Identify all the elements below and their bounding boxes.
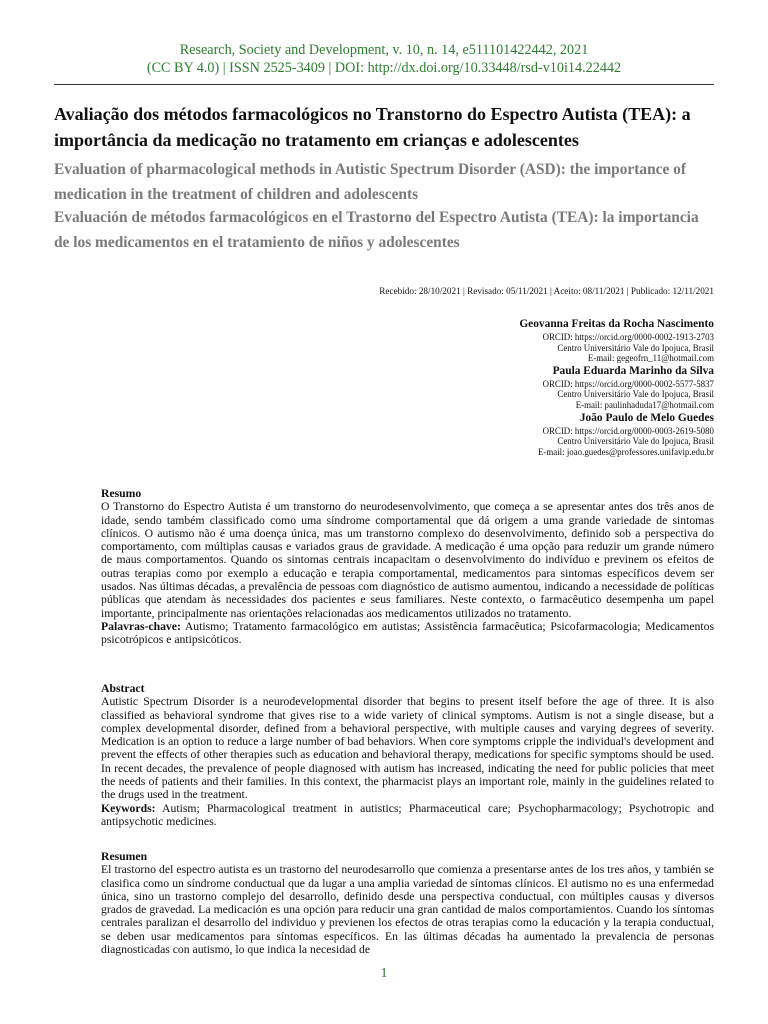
resumen-section [101,850,714,956]
author-entry [380,317,714,364]
resumo-keywords [101,620,714,647]
author-name: João Paulo de Melo Guedes [579,411,714,424]
author-institution: Centro Universitário Vale do Ipojuca, Brasil [557,342,714,353]
abstract-body: Autistic Spectrum Disorder is a neurodevelopmental disorder that begins to present itself before the age of three. It is also classified as behavioral syndrome that gives rise to a wide variety of clinical symptoms. Autism is not a single disease, but a complex developmental disorder, defined from a behavioral perspective, with multiple causes and varying degrees of severity. Medication is an option to reduce a large number of bad behaviors. When core symptoms cripple the individual's development and prevent the effects of other therapies such as education and behavioral therapy, medications for specific symptoms should be used. In recent decades, the prevalence of people diagnosed with autism has increased, indicating the need for public policies that meet the needs of patients and their families. In this context, the pharmacist plays an important role, mainly in the guidelines related to the drugs used in the treatment. [101,695,714,802]
title-portuguese: Avaliação dos métodos farmacológicos no Transtorno do Espectro Autista (TEA): a importância da medicação no tratamento em crianças e adolescentes [54,104,691,150]
journal-header [0,41,768,77]
abstract-heading: Abstract [101,682,145,695]
resumo-body: O Transtorno do Espectro Autista é um transtorno do neurodesenvolvimento, que começa a se apresentar antes dos três anos de idade, sendo também classificado como uma síndrome comportamental que dá origem a uma grande variedade de sintomas clínicos. O autismo não é uma doença única, mas um transtorno complexo do desenvolvimento, definido sob a perspectiva do comportamento, com múltiplas causas e variados graus de gravidade. A medicação é uma opção para reduzir um grande número de maus comportamentos. Quando os sintomas centrais incapacitam o desenvolvimento do indivíduo e previnem os efeitos de outras terapias como por exemplo a educação e terapia comportamental, medicamentos para sintomas específicos devem ser usados. Nas últimas décadas, a prevalência de pessoas com diagnóstico de autismo aumentou, indicando a necessidade de políticas públicas que atendam às necessidades dos pacientes e seus familiares. Neste contexto, o farmacêutico desempenha um papel importante, principalmente nas orientações relacionadas aos medicamentos utilizados no tratamento. [101,500,714,620]
resumen-heading: Resumen [101,850,148,863]
author-institution: Centro Universitário Vale do Ipojuca, Brasil [557,389,714,400]
author-entry [380,364,714,411]
author-orcid[interactable]: ORCID: https://orcid.org/0000-0003-2619-5080 [542,425,714,436]
keywords-text: Autism; Pharmacological treatment in autistics; Pharmaceutical care; Psychopharmacology; Psychotropic and antipsychotic medicines. [101,801,714,828]
resumo-section [101,487,714,647]
resumen-body: El trastorno del espectro autista es un trastorno del neurodesarrollo que comienza a presentarse antes de los tres años, y también se clasifica como un síndrome conductual que da lugar a una amplia variedad de síntomas clínicos. El autismo no es una enfermedad única, sino un trastorno complejo del desarrollo, definido desde una perspectiva conductual, con múltiples causas y diversos grados de gravedad. La medicación es una opción para reducir una gran cantidad de malos comportamientos. Cuando los síntomas centrales paralizan el desarrollo del individuo y previenen los efectos de otras terapias como la educación y la terapia conductual, se deben usar medicamentos para síntomas específicos. En las últimas décadas ha aumentado la prevalencia de personas diagnosticadas con autismo, lo que indica la necesidad de [101,863,714,957]
title-spanish: Evaluación de métodos farmacológicos en el Trastorno del Espectro Autista (TEA): la importancia de los medicamentos en el tratamiento de niños y adolescentes [54,209,699,251]
author-email[interactable]: E-mail: gegeofrn_11@hotmail.com [587,353,714,364]
keywords-label: Keywords: [101,801,156,815]
resumo-heading: Resumo [101,487,142,500]
abstract-keywords [101,802,714,829]
abstract-section [101,682,714,828]
keywords-text: Autismo; Tratamento farmacológico em autistas; Assistência farmacêutica; Psicofarmacologia; Medicamentos psicotrópicos e antipsicóticos. [101,619,714,647]
journal-license-doi: (CC BY 4.0) | ISSN 2525-3409 | DOI: http://dx.doi.org/10.33448/rsd-v10i14.22442 [146,60,622,76]
header-divider [54,84,714,85]
publication-dates: Recebido: 28/10/2021 | Revisado: 05/11/2021 | Aceito: 08/11/2021 | Publicado: 12/11/2021 [379,286,714,296]
author-orcid[interactable]: ORCID: https://orcid.org/0000-0002-5577-5837 [542,378,714,389]
author-name: Paula Eduarda Marinho da Silva [552,364,714,377]
author-name: Geovanna Freitas da Rocha Nascimento [519,318,714,330]
author-email[interactable]: E-mail: paulinhaduda17@hotmail.com [575,399,714,410]
author-orcid[interactable]: ORCID: https://orcid.org/0000-0002-1913-2703 [542,332,714,342]
author-email[interactable]: E-mail: joao.guedes@professores.unifavip.edu.br [537,446,714,457]
author-institution: Centro Universitário Vale do Ipojuca, Brasil [557,436,714,447]
title-english: Evaluation of pharmacological methods in Autistic Spectrum Disorder (ASD): the importance of medication in the treatment of children and adolescents [54,161,686,203]
author-block [380,317,714,457]
page-number: 1 [380,966,388,981]
author-entry [380,411,714,458]
journal-citation: Research, Society and Development, v. 10, n. 14, e511101422442, 2021 [179,42,589,58]
keywords-label: Palavras-chave: [101,619,181,633]
